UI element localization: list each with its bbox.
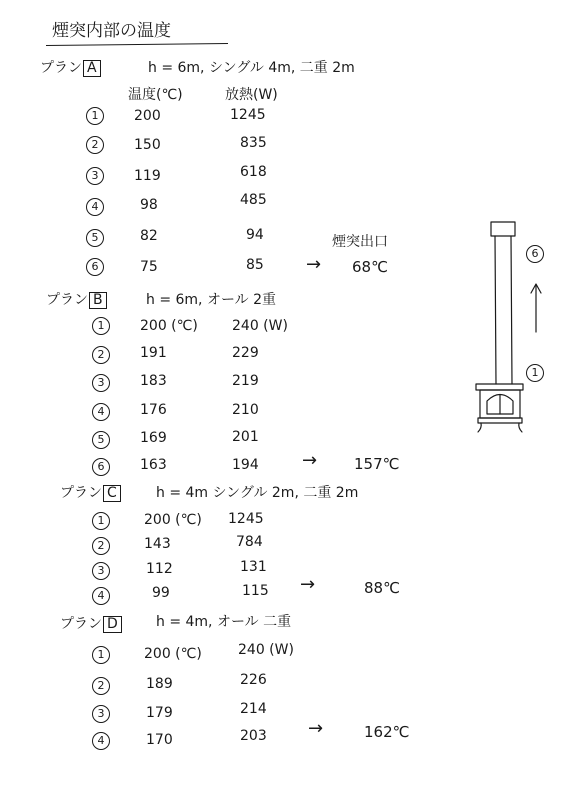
plan-prefix: プラン [60, 485, 102, 501]
row-temp: 150 [134, 137, 161, 153]
exit-arrow: → [302, 450, 318, 471]
chimney-exit-label: 煙突出口 [332, 234, 388, 250]
row-temp: 82 [140, 228, 158, 244]
row-temp: 143 [144, 536, 171, 552]
exit-arrow: → [300, 574, 316, 595]
plan-a-header-heat: 放熱(W) [225, 87, 278, 103]
row-heat: 240 (W) [238, 642, 294, 658]
plan-letter-box: A [83, 60, 101, 77]
row-heat: 1245 [228, 511, 264, 527]
plan-a-spec: h = 6m, シングル 4m, 二重 2m [148, 60, 355, 76]
row-temp: 119 [134, 168, 161, 184]
plan-d-spec: h = 4m, オール 二重 [156, 614, 292, 630]
exit-temperature: 88℃ [364, 579, 400, 597]
row-temp: 200 (℃) [144, 646, 202, 662]
row-heat: 219 [232, 373, 259, 389]
stove-leg-left [478, 423, 481, 432]
row-heat: 85 [246, 257, 264, 273]
row-heat: 240 (W) [232, 318, 288, 334]
exit-temperature: 162℃ [364, 723, 410, 741]
row-temp: 179 [146, 705, 173, 721]
exit-temperature: 68℃ [352, 258, 388, 276]
row-heat: 784 [236, 534, 263, 550]
row-heat: 229 [232, 345, 259, 361]
row-number-circle: 5 [86, 229, 104, 247]
plan-letter-box: D [103, 616, 122, 633]
row-number-circle: 5 [92, 431, 110, 449]
row-temp: 189 [146, 676, 173, 692]
row-heat: 485 [240, 192, 267, 208]
row-heat: 94 [246, 227, 264, 243]
position-marker-top: 6 [526, 245, 544, 263]
row-temp: 200 [134, 108, 161, 124]
row-temp: 200 (℃) [140, 318, 198, 334]
row-temp: 200 (℃) [144, 512, 202, 528]
row-number-circle: 2 [92, 346, 110, 364]
row-number-circle: 3 [92, 374, 110, 392]
row-number-circle: 2 [92, 677, 110, 695]
row-number-circle: 2 [92, 537, 110, 555]
row-number-circle: 3 [86, 167, 104, 185]
plan-prefix: プラン [40, 60, 82, 76]
row-number-circle: 1 [92, 646, 110, 664]
row-temp: 98 [140, 197, 158, 213]
page-title: 煙突内部の温度 [52, 21, 171, 41]
row-temp: 170 [146, 732, 173, 748]
row-number-circle: 1 [92, 512, 110, 530]
row-heat: 1245 [230, 107, 266, 123]
row-heat: 226 [240, 672, 267, 688]
chimney-cap [491, 222, 515, 236]
row-heat: 835 [240, 135, 267, 151]
row-heat: 618 [240, 164, 267, 180]
row-temp: 163 [140, 457, 167, 473]
row-number-circle: 6 [86, 258, 104, 276]
row-heat: 210 [232, 402, 259, 418]
stove-leg-right [519, 423, 522, 432]
row-heat: 201 [232, 429, 259, 445]
row-number-circle: 2 [86, 136, 104, 154]
plan-b-spec: h = 6m, オール 2重 [146, 292, 277, 308]
row-heat: 203 [240, 728, 267, 744]
row-temp: 112 [146, 561, 173, 577]
row-number-circle: 4 [92, 732, 110, 750]
row-heat: 194 [232, 457, 259, 473]
row-number-circle: 4 [92, 587, 110, 605]
stove-base [478, 418, 522, 423]
plan-letter-box: C [103, 485, 121, 502]
row-temp: 191 [140, 345, 167, 361]
plan-prefix: プラン [60, 616, 102, 632]
row-number-circle: 3 [92, 705, 110, 723]
exit-temperature: 157℃ [354, 455, 400, 473]
plan-prefix: プラン [46, 292, 88, 308]
row-heat: 131 [240, 559, 267, 575]
row-temp: 183 [140, 373, 167, 389]
row-number-circle: 1 [86, 107, 104, 125]
row-number-circle: 1 [92, 317, 110, 335]
row-heat: 115 [242, 583, 269, 599]
exit-arrow: → [308, 718, 324, 739]
row-number-circle: 6 [92, 458, 110, 476]
plan-letter-box: B [89, 292, 107, 309]
row-temp: 169 [140, 430, 167, 446]
row-heat: 214 [240, 701, 267, 717]
exit-arrow: → [306, 254, 322, 275]
stove-top [476, 384, 523, 390]
plan-c-spec: h = 4m シングル 2m, 二重 2m [156, 485, 359, 501]
row-temp: 99 [152, 585, 170, 601]
chimney-pipe-left [495, 236, 496, 384]
row-number-circle: 4 [86, 198, 104, 216]
chimney-pipe-right [511, 236, 512, 384]
row-temp: 176 [140, 402, 167, 418]
row-temp: 75 [140, 259, 158, 275]
row-number-circle: 4 [92, 403, 110, 421]
row-number-circle: 3 [92, 562, 110, 580]
position-marker-bottom: 1 [526, 364, 544, 382]
plan-a-header-temp: 温度(℃) [128, 87, 183, 103]
